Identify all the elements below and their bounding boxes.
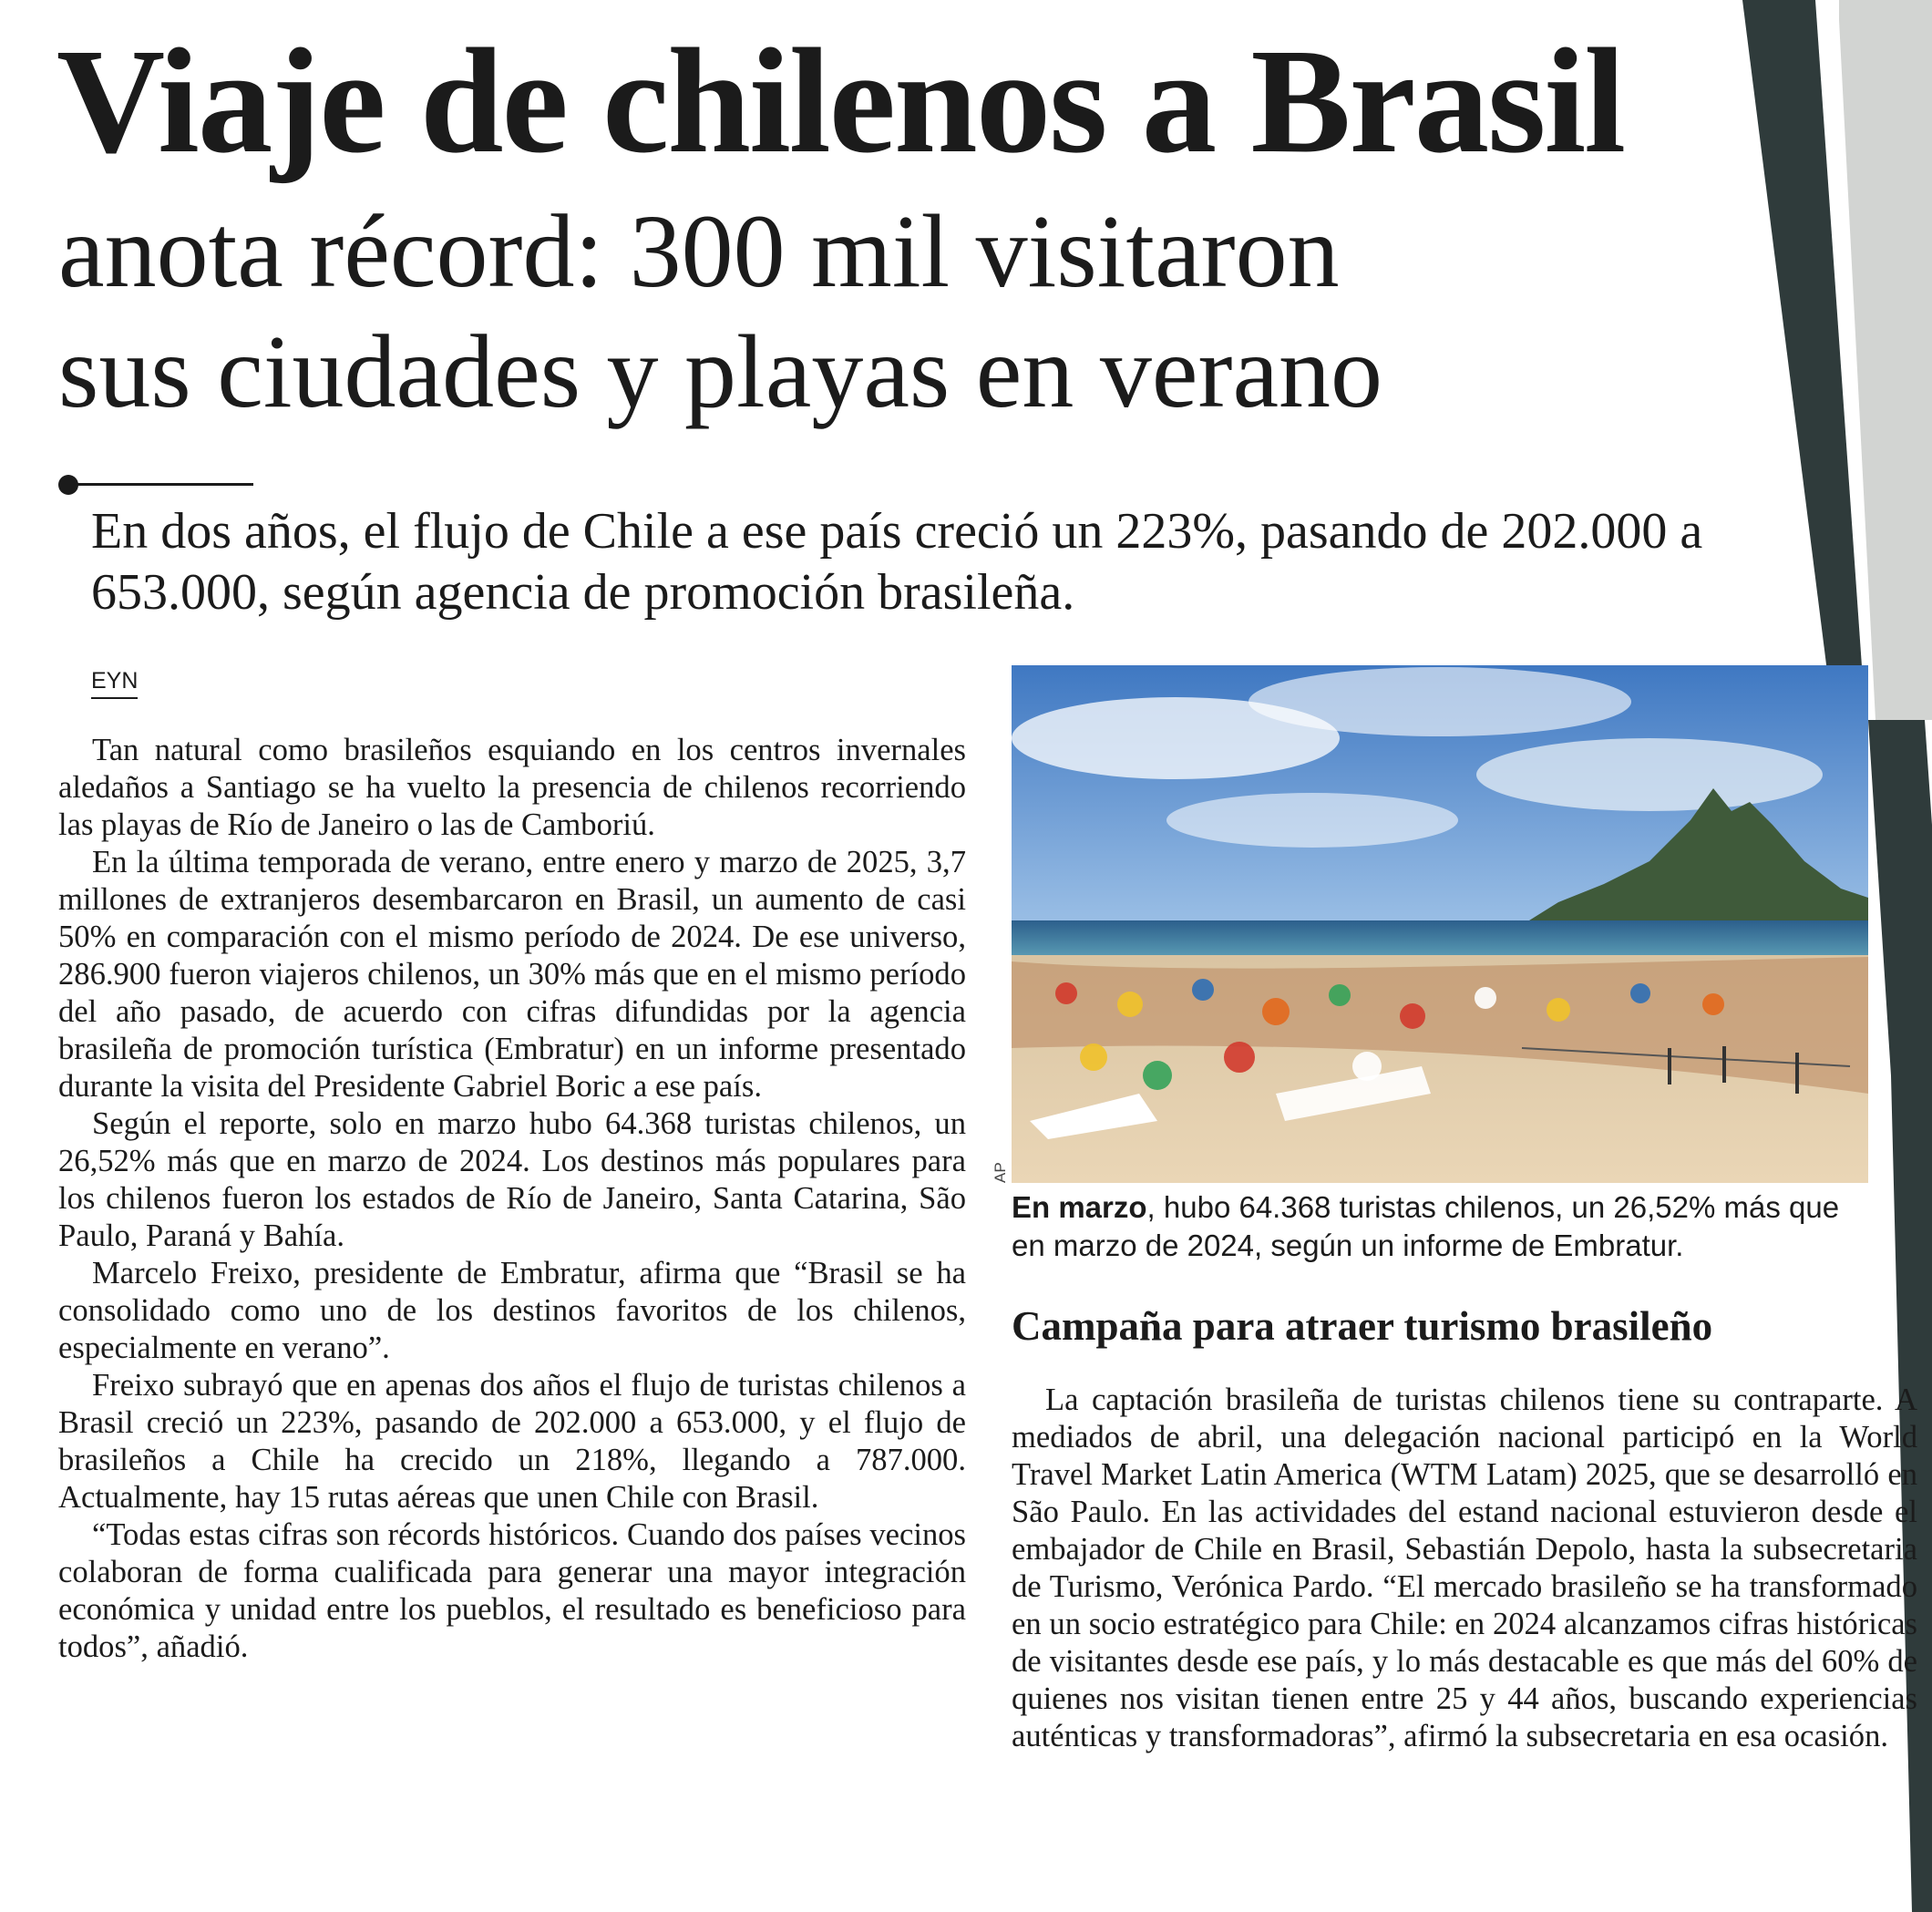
body-paragraph: “Todas estas cifras son récords históricos. Cuando dos países vecinos colaboran de forma cualificada para generar una mayor integración económica y unidad entre los pueblos, el resultado es beneficioso para todos”, añadió.: [58, 1517, 966, 1664]
body-paragraph: En la última temporada de verano, entre enero y marzo de 2025, 3,7 millones de extranjeros desembarcaron en Brasil, un aumento de casi 50% en comparación con el mismo período de 2024. De ese universo, 286.900 fueron viajeros chilenos, un 30% más que en el mismo período del año pasado, de acuerdo con cifras difundidas por la agencia brasileña de promoción turística (Embratur) en un informe presentado durante la visita del Presidente Gabriel Boric a ese país.: [58, 845, 966, 1104]
body-paragraph: Tan natural como brasileños esquiando en los centros invernales aledaños a Santiago se ha vuelto la presencia de chilenos recorriendo las playas de Río de Janeiro o las de Camboriú.: [58, 733, 966, 842]
photo-credit: AP: [992, 1162, 1009, 1183]
photo-caption: [1012, 1188, 1868, 1265]
body-column-right: [1012, 1382, 1917, 1755]
article-deck: En dos años, el flujo de Chile a ese país creció un 223%, pasando de 202.000 a 653.000, según agencia de promoción brasileña.: [91, 503, 1703, 622]
body-paragraph: Según el reporte, solo en marzo hubo 64.368 turistas chilenos, un 26,52% más que en marzo de 2024. Los destinos más populares para los chilenos fueron los estados de Río de Janeiro, Santa Catarina, São Paulo, Paraná y Bahía.: [58, 1106, 966, 1253]
body-paragraph: Marcelo Freixo, presidente de Embratur, afirma que “Brasil se ha consolidado como uno de los destinos favoritos de los chilenos, especialmente en verano”.: [58, 1256, 966, 1365]
headline-line-3: sus ciudades y playas en verano: [58, 314, 1383, 430]
body-column-left: [58, 732, 966, 1666]
body-paragraph: Freixo subrayó que en apenas dos años el flujo de turistas chilenos a Brasil creció un 223%, pasando de 202.000 a 653.000, y el flujo de brasileños a Chile ha crecido un 218%, llegando a 787.000. Actualmente, hay 15 rutas aéreas que unen Chile con Brasil.: [58, 1368, 966, 1515]
body-paragraph: La captación brasileña de turistas chilenos tiene su contraparte. A mediados de abril, una delegación nacional participó en la World Travel Market Latin America (WTM Latam) 2025, que se desarrolló en São Paulo. En las actividades del estand nacional estuvieron desde el embajador de Chile en Brasil, Sebastián Depolo, hasta la subsecretaria de Turismo, Verónica Pardo. “El mercado brasileño se ha transformado en un socio estratégico para Chile: en 2024 alcanzamos cifras históricas de visitantes desde ese país, y lo más destacable es que más del 60% de quienes nos visitan tienen entre 25 y 44 años, buscando experiencias auténticas y transformadoras”, afirmó la subsecretaria en esa ocasión.: [1012, 1383, 1917, 1753]
headline-main: Viaje de chilenos a Brasil: [57, 17, 1625, 184]
headline-secondary: [58, 191, 1382, 432]
caption-text: , hubo 64.368 turistas chilenos, un 26,52% más que en marzo de 2024, según un informe de Embratur.: [1012, 1190, 1840, 1262]
beach-photo: [1012, 665, 1868, 1183]
caption-lead: En marzo: [1012, 1190, 1147, 1224]
section-subhead: Campaña para atraer turismo brasileño: [1012, 1303, 1713, 1349]
headline-line-2: anota récord: 300 mil visitaron: [58, 193, 1340, 309]
section-rule-line: [73, 483, 253, 486]
byline: EYN: [91, 667, 138, 699]
